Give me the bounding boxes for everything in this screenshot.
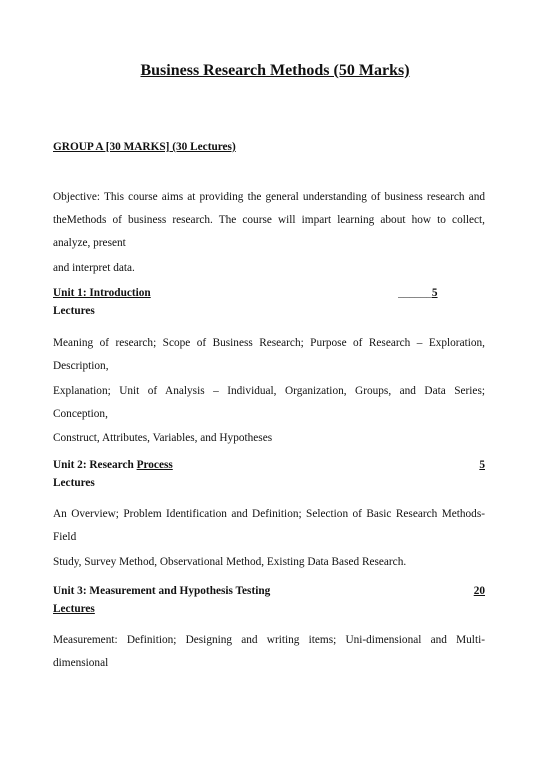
unit-1-lectures: ______5 xyxy=(398,287,438,299)
document-title: Business Research Methods (50 Marks) xyxy=(140,62,410,79)
unit-3-paragraph-1: Measurement: Definition; Designing and writing items; Uni-dimensional and Multi-dimensional xyxy=(53,634,485,669)
unit-3-title: Unit 3: Measurement and Hypothesis Testing xyxy=(53,585,271,597)
unit-1-title: Unit 1: Introduction xyxy=(53,287,151,299)
unit-2-lectures-label: Lectures xyxy=(53,477,95,489)
unit-2-lectures: 5 xyxy=(479,459,485,471)
unit-3-lectures-label: Lectures xyxy=(53,603,95,615)
unit-3-heading xyxy=(53,582,485,618)
unit-1-lectures-label: Lectures xyxy=(53,305,95,317)
unit-2-heading xyxy=(53,456,485,492)
unit-2-paragraph-1: An Overview; Problem Identification and Definition; Selection of Basic Research Methods- Field xyxy=(53,508,485,543)
unit-1-paragraph-1: Meaning of research; Scope of Business Research; Purpose of Research – Exploration, Description, xyxy=(53,337,485,372)
unit-2-title-underlined: Process xyxy=(136,459,173,471)
unit-1-paragraph-2: Explanation; Unit of Analysis – Individual, Organization, Groups, and Data Series; Conception, xyxy=(53,385,485,420)
unit-1-paragraph-3: Construct, Attributes, Variables, and Hypotheses xyxy=(53,432,273,444)
unit-2-title-prefix: Unit 2: Research xyxy=(53,459,137,471)
objective-paragraph: Objective: This course aims at providing the general understanding of business research and theMethods of business research. The course will impart learning about how to collect, analyze, present xyxy=(53,191,485,249)
objective-continuation: and interpret data. xyxy=(53,262,135,274)
unit-1-heading xyxy=(53,284,485,320)
group-heading: GROUP A [30 MARKS] (30 Lectures) xyxy=(53,141,236,153)
unit-2-paragraph-2: Study, Survey Method, Observational Method, Existing Data Based Research. xyxy=(53,556,407,568)
unit-3-lectures: 20 xyxy=(473,585,485,597)
